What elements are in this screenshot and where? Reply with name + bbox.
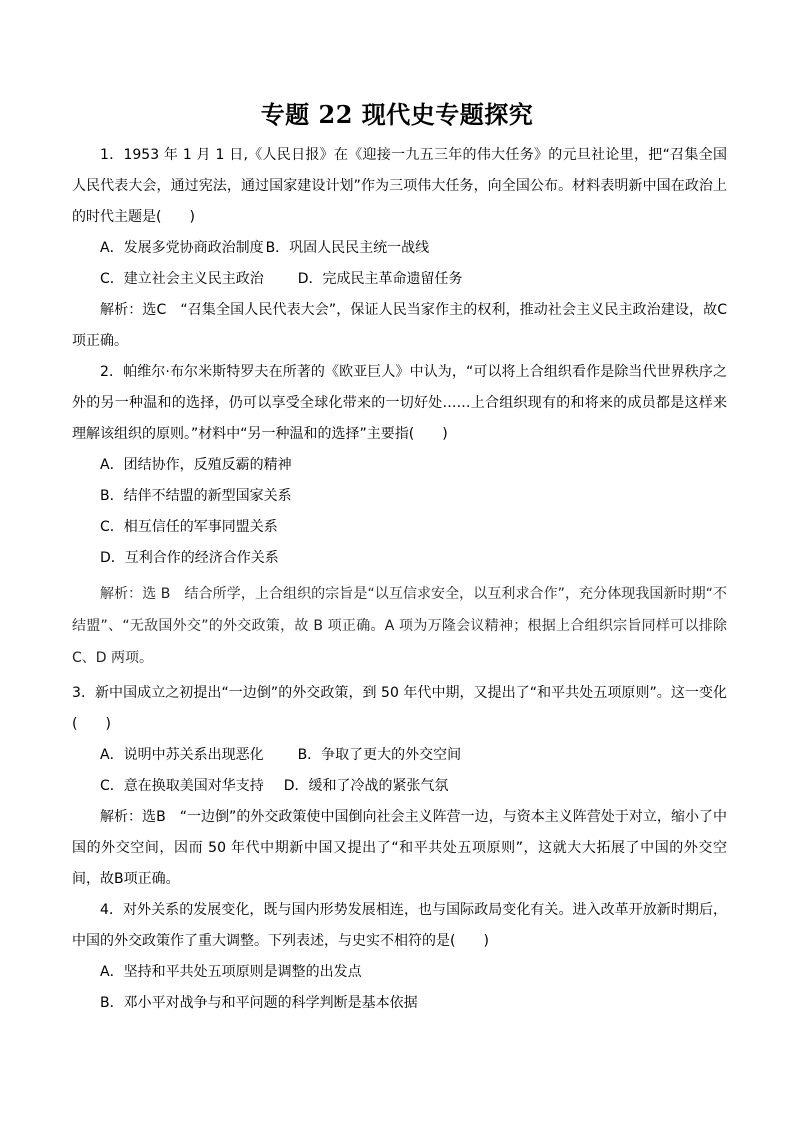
question-2-option-c: C．相互信任的军事同盟关系 bbox=[100, 519, 278, 535]
question-1-analysis: 解析：选C “召集全国人民代表大会”，保证人民当家作主的权利，推动社会主义民主政治建设，故C项正确。 bbox=[72, 302, 727, 349]
question-3-option-b: B．争取了更大的外交空间 bbox=[297, 747, 462, 763]
question-2-analysis: 解析：选 B 结合所学，上合组织的宗旨是“以互信求安全，以互利求合作”，充分体现我国新时期“不结盟”、“无敌国外交”的外交政策，故 B 项正确。A 项为万隆会议精神；根据上合组织宗旨同样可以排除 C、D 两项。 bbox=[72, 586, 727, 666]
question-1-option-d: D．完成民主革命遗留任务 bbox=[297, 271, 463, 287]
question-1-option-b: B．巩固人民民主统一战线 bbox=[265, 240, 430, 256]
question-2-stem: 2．帕维尔·布尔米斯特罗夫在所著的《欧亚巨人》中认为，“可以将上合组织看作是除当代世界秩序之外的另一种温和的选择，仍可以享受全球化带来的一切好处……上合组织现有的和将来的成员都是这样来理解该组织的原则。”材料中“另一种温和的选择”主要指( ) bbox=[72, 364, 727, 442]
question-3-options-row-1 bbox=[72, 740, 727, 771]
question-2-option-b: B．结伴不结盟的新型国家关系 bbox=[100, 488, 292, 504]
question-3-options-row-2 bbox=[72, 771, 727, 802]
question-1-option-a: A．发展多党协商政治制度 bbox=[100, 240, 264, 256]
question-3-analysis: 解析：选B “一边倒”的外交政策使中国倒向社会主义阵营一边，与资本主义阵营处于对立，缩小了中国的外交空间，因而 50 年代中期新中国又提出了“和平共处五项原则”，这就大大拓展了中国的外交空间，故B项正确。 bbox=[72, 809, 727, 887]
question-1-stem: 1．1953 年 1 月 1 日,《人民日报》在《迎接一九五三年的伟大任务》的元旦社论里，把“召集全国人民代表大会，通过宪法，通过国家建设计划”作为三项伟大任务，向全国公布。材料表明新中国在政治上的时代主题是( ) bbox=[72, 147, 727, 225]
question-1-options-row-1 bbox=[72, 233, 727, 264]
question-4-stem: 4．对外关系的发展变化，既与国内形势发展相连，也与国际政局变化有关。进入改革开放新时期后，中国的外交政策作了重大调整。下列表述，与史实不相符的是( ) bbox=[72, 902, 727, 949]
question-3-option-a: A．说明中苏关系出现恶化 bbox=[100, 747, 264, 763]
question-1-option-c: C．建立社会主义民主政治 bbox=[100, 271, 264, 287]
question-3-stem: 3．新中国成立之初提出“一边倒”的外交政策，到 50 年代中期，又提出了“和平共处五项原则”。这一变化( ) bbox=[72, 685, 727, 732]
page-title: 专题 22 现代史专题探究 bbox=[260, 100, 534, 129]
question-3-option-d: D．缓和了冷战的紧张气氛 bbox=[283, 778, 449, 794]
question-3-option-c: C．意在换取美国对华支持 bbox=[100, 778, 264, 794]
question-1-options-row-2 bbox=[72, 264, 727, 295]
question-4-option-b: B．邓小平对战争与和平问题的科学判断是基本依据 bbox=[100, 995, 418, 1011]
question-2-option-d: D．互利合作的经济合作关系 bbox=[100, 550, 279, 566]
question-4-option-a: A．坚持和平共处五项原则是调整的出发点 bbox=[100, 964, 362, 980]
question-2-option-a: A．团结协作，反殖反霸的精神 bbox=[100, 457, 292, 473]
question-list bbox=[72, 140, 727, 1019]
